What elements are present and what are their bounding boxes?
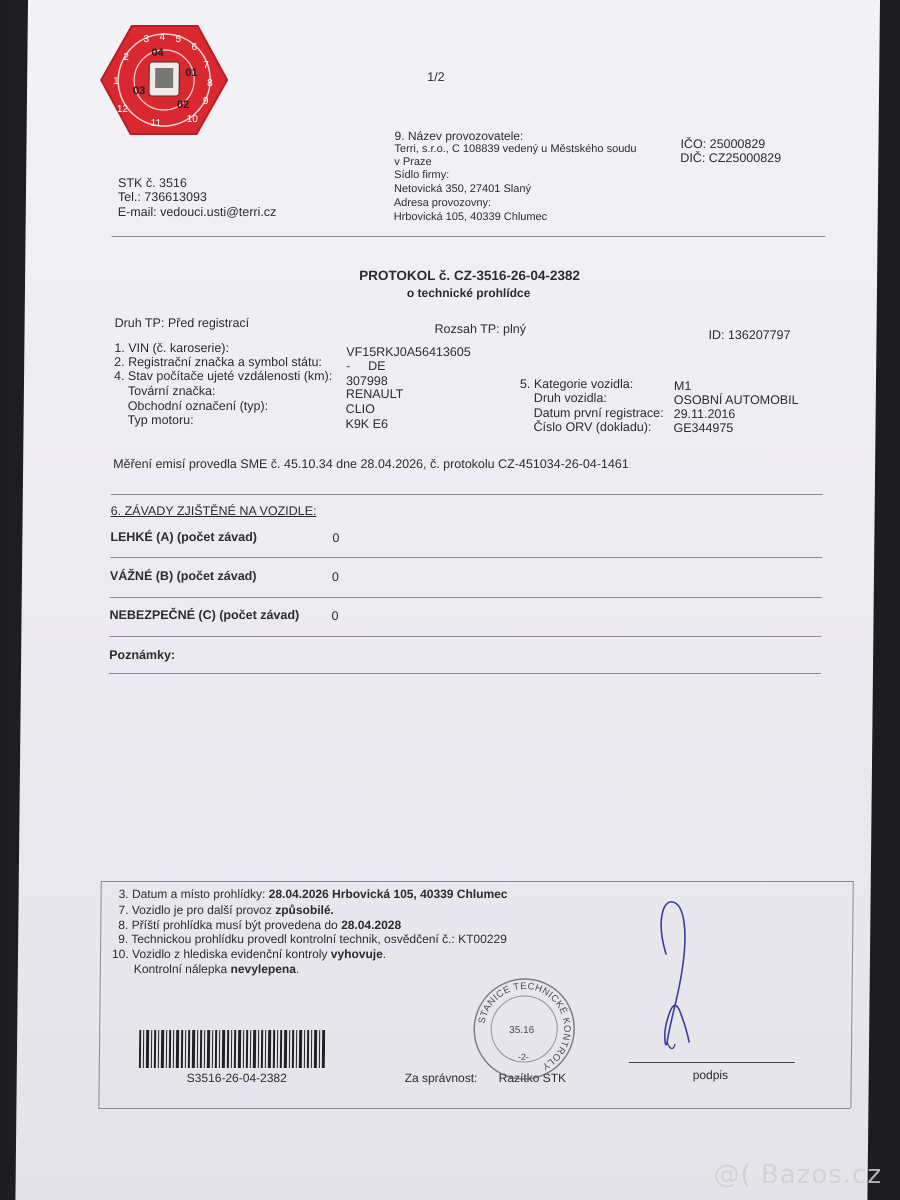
barcode bbox=[139, 1030, 325, 1068]
logo-year: 03 bbox=[132, 85, 146, 97]
footer-line-11 bbox=[134, 962, 300, 976]
logo-number: 2 bbox=[123, 52, 130, 63]
footer-next-label: 8. Příští prohlídka musí být provedena do bbox=[118, 918, 342, 932]
logo-number: 8 bbox=[207, 78, 213, 89]
category-value: M1 bbox=[673, 379, 692, 393]
category-label: 5. Kategorie vozidla: bbox=[519, 377, 634, 391]
emissions-note: Měření emisí provedla SME č. 45.10.34 dne 28.04.2026, č. protokolu CZ-451034-26-04-1461 bbox=[113, 457, 629, 471]
watermark: @( Bazos.cz bbox=[713, 1160, 882, 1190]
vin-value: VF15RKJ0A56413605 bbox=[346, 345, 471, 359]
operator-heading: 9. Název provozovatele: bbox=[394, 129, 524, 143]
plate-label: 2. Registrační značka a symbol státu: bbox=[114, 355, 323, 369]
logo-number: 11 bbox=[150, 118, 162, 129]
vin-label: 1. VIN (č. karoserie): bbox=[114, 341, 230, 355]
logo-number: 3 bbox=[143, 34, 150, 45]
logo-number: 4 bbox=[159, 32, 166, 43]
footer-box-right bbox=[850, 881, 853, 1108]
footer-sticker-label: Kontrolní nálepka bbox=[133, 962, 231, 976]
footer-next-value: 28.04.2028 bbox=[341, 918, 402, 932]
stamp-bottom-text: -2- bbox=[517, 1052, 529, 1062]
divider bbox=[112, 236, 826, 237]
operator-name-2: v Praze bbox=[394, 156, 432, 168]
logo-number: 1 bbox=[113, 76, 119, 87]
operator-dic: DIČ: CZ25000829 bbox=[680, 151, 782, 165]
defects-serious-value: 0 bbox=[331, 570, 339, 584]
footer-inspection-value: 28.04.2026 Hrbovická 105, 40339 Chlumec bbox=[268, 887, 508, 901]
vehicle-kind-label: Druh vozidla: bbox=[533, 391, 607, 405]
footer-sticker-value: nevylepena bbox=[230, 962, 297, 976]
footer-line-7 bbox=[118, 903, 334, 917]
document-page bbox=[15, 0, 880, 1200]
orv-label: Číslo ORV (dokladu): bbox=[533, 420, 652, 434]
divider bbox=[109, 636, 821, 637]
stamp-ring-text: STANICE TECHNICKÉ KONTROLY bbox=[476, 980, 573, 1073]
model-label: Obchodní označení (typ): bbox=[127, 399, 269, 413]
station-stk: STK č. 3516 bbox=[118, 176, 187, 190]
logo-number: 9 bbox=[202, 96, 209, 107]
type-tp: Druh TP: Před registrací bbox=[114, 316, 250, 330]
operator-name: Terri, s.r.o., C 108839 vedený u Městského soudu bbox=[394, 143, 637, 155]
logo-number: 12 bbox=[116, 104, 129, 115]
first-reg-label: Datum první registrace: bbox=[533, 406, 664, 420]
defects-light-label: LEHKÉ (A) (počet závad) bbox=[110, 530, 257, 544]
logo-number: 7 bbox=[203, 60, 209, 71]
footer-box-left bbox=[98, 881, 101, 1108]
footer-line-9: 9. Technickou prohlídku provedl kontrolní technik, osvědčení č.: KT00229 bbox=[118, 932, 507, 946]
footer-evidence-period: . bbox=[382, 947, 387, 961]
stk-logo bbox=[99, 24, 230, 136]
station-tel: Tel.: 736613093 bbox=[117, 190, 207, 204]
footer-line-8 bbox=[118, 918, 401, 932]
footer-evidence-value: vyhovuje bbox=[330, 947, 383, 961]
footer-fit-label: 7. Vozidlo je pro další provoz bbox=[118, 903, 276, 917]
odometer-value: 307998 bbox=[345, 374, 388, 388]
divider bbox=[109, 673, 821, 674]
scope-tp: Rozsah TP: plný bbox=[434, 322, 527, 336]
defects-light-value: 0 bbox=[332, 531, 340, 545]
signature-line bbox=[629, 1062, 795, 1063]
logo-number: 6 bbox=[191, 42, 198, 53]
logo-number: 10 bbox=[186, 114, 198, 125]
footer-inspection-label: 3. Datum a místo prohlídky: bbox=[118, 887, 269, 901]
barcode-text: S3516-26-04-2382 bbox=[186, 1071, 287, 1085]
divider bbox=[110, 597, 822, 598]
handwritten-signature bbox=[627, 892, 719, 1062]
operator-ico: IČO: 25000829 bbox=[680, 137, 766, 151]
logo-year: 01 bbox=[185, 67, 198, 79]
defects-dangerous-label: NEBEZPEČNÉ (C) (počet závad) bbox=[109, 608, 300, 622]
footer-box-top bbox=[101, 881, 853, 882]
page-number: 1/2 bbox=[427, 70, 445, 84]
make-label: Tovární značka: bbox=[127, 384, 216, 398]
odometer-label: 4. Stav počítače ujeté vzdálenosti (km): bbox=[113, 369, 333, 383]
record-id: ID: 136207797 bbox=[708, 328, 791, 342]
protocol-title: PROTOKOL č. CZ-3516-26-04-2382 bbox=[359, 268, 581, 283]
protocol-subtitle: o technické prohlídce bbox=[406, 286, 531, 300]
operator-seat: Netovická 350, 27401 Slaný bbox=[393, 183, 532, 195]
stamp-center-text: 35.16 bbox=[509, 1025, 535, 1036]
defects-serious-label: VÁŽNÉ (B) (počet závad) bbox=[109, 569, 257, 583]
operator-address-label: Adresa provozovny: bbox=[393, 197, 492, 209]
defects-heading: 6. ZÁVADY ZJIŠTĚNÉ NA VOZIDLE: bbox=[110, 504, 317, 518]
station-email: E-mail: vedouci.usti@terri.cz bbox=[117, 205, 277, 219]
make-value: RENAULT bbox=[345, 387, 404, 401]
vehicle-kind-value: OSOBNÍ AUTOMOBIL bbox=[673, 393, 799, 407]
stamp-label: Razítko STK bbox=[498, 1071, 567, 1085]
first-reg-value: 29.11.2016 bbox=[673, 407, 736, 421]
divider bbox=[110, 557, 822, 558]
correctness-label: Za správnost: bbox=[404, 1071, 478, 1085]
model-value: CLIO bbox=[345, 402, 375, 416]
operator-address: Hrbovická 105, 40339 Chlumec bbox=[393, 211, 548, 223]
logo-number: 5 bbox=[175, 34, 182, 45]
defects-dangerous-value: 0 bbox=[331, 609, 339, 623]
logo-year: 02 bbox=[176, 99, 190, 111]
engine-label: Typ motoru: bbox=[127, 413, 194, 427]
round-stamp bbox=[469, 974, 580, 1084]
logo-year: 04 bbox=[151, 47, 164, 59]
signature-label: podpis bbox=[692, 1068, 729, 1082]
footer-sticker-period: . bbox=[295, 962, 300, 976]
notes-label: Poznámky: bbox=[109, 648, 176, 662]
operator-seat-label: Sídlo firmy: bbox=[394, 169, 450, 181]
footer-line-10 bbox=[112, 947, 386, 961]
footer-evidence-label: 10. Vozidlo z hlediska evidenční kontroly bbox=[111, 947, 331, 961]
divider bbox=[111, 494, 823, 495]
footer-box-bottom bbox=[98, 1108, 850, 1109]
plate-value: - bbox=[346, 359, 351, 373]
engine-value: K9K E6 bbox=[345, 417, 389, 431]
footer-fit-value: způsobilé. bbox=[275, 903, 334, 917]
footer-line-3 bbox=[119, 887, 508, 901]
state-value: DE bbox=[368, 359, 386, 373]
orv-value: GE344975 bbox=[673, 421, 734, 435]
